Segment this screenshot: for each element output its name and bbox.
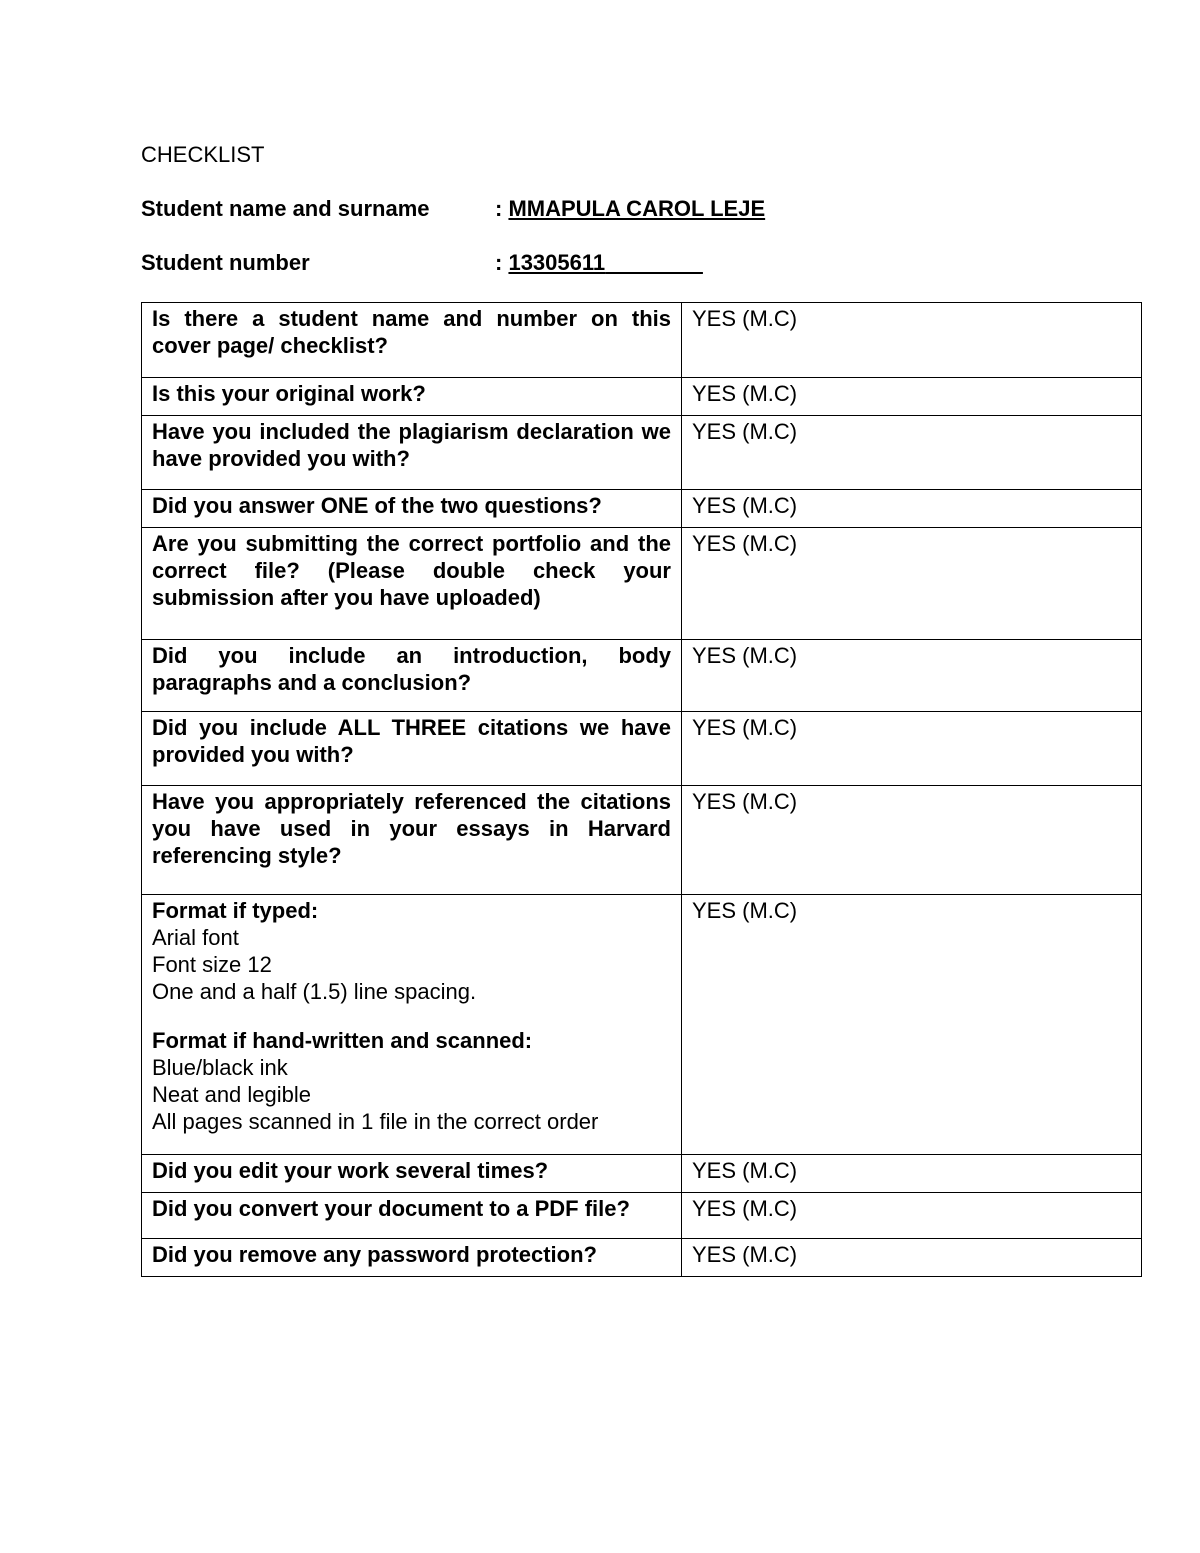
student-name-value: MMAPULA CAROL LEJE <box>508 196 766 221</box>
table-row <box>142 1193 1142 1239</box>
format-item: Neat and legible <box>152 1082 312 1107</box>
format-item: One and a half (1.5) line spacing. <box>152 979 477 1004</box>
separator: : <box>495 250 503 275</box>
answer-cell: YES (M.C) <box>682 640 1142 712</box>
question-cell: Is there a student name and number on this cover page/ checklist? <box>142 303 682 378</box>
format-item: All pages scanned in 1 file in the correct order <box>152 1109 599 1134</box>
format-item: Arial font <box>152 925 239 950</box>
question-cell: Did you convert your document to a PDF file? <box>142 1193 682 1239</box>
answer-cell: YES (M.C) <box>682 1193 1142 1239</box>
question-cell: Did you answer ONE of the two questions? <box>142 490 682 528</box>
answer-cell: YES (M.C) <box>682 1155 1142 1193</box>
checklist-table <box>141 302 1142 1277</box>
question-cell: Have you included the plagiarism declaration we have provided you with? <box>142 416 682 490</box>
answer-cell: YES (M.C) <box>682 416 1142 490</box>
student-number-field <box>141 250 703 276</box>
question-cell: Is this your original work? <box>142 378 682 416</box>
spacer <box>152 1005 671 1027</box>
answer-cell: YES (M.C) <box>682 378 1142 416</box>
answer-cell: YES (M.C) <box>682 303 1142 378</box>
format-scanned-heading: Format if hand-written and scanned: <box>152 1028 533 1053</box>
table-row <box>142 528 1142 640</box>
format-cell <box>142 895 682 1155</box>
student-number-label: Student number <box>141 250 310 275</box>
question-cell: Did you include ALL THREE citations we have provided you with? <box>142 712 682 786</box>
question-cell: Are you submitting the correct portfolio and the correct file? (Please double check your submission after you have uploaded) <box>142 528 682 640</box>
table-row <box>142 416 1142 490</box>
answer-cell: YES (M.C) <box>682 712 1142 786</box>
table-row <box>142 303 1142 378</box>
answer-cell: YES (M.C) <box>682 895 1142 1155</box>
answer-cell: YES (M.C) <box>682 786 1142 895</box>
table-row <box>142 640 1142 712</box>
table-row <box>142 378 1142 416</box>
table-row <box>142 712 1142 786</box>
student-number-value: 13305611 <box>508 250 606 275</box>
table-row <box>142 1239 1142 1277</box>
blank-line <box>605 250 703 275</box>
format-typed-heading: Format if typed: <box>152 898 319 923</box>
page-title: CHECKLIST <box>141 142 265 167</box>
table-row <box>142 1155 1142 1193</box>
question-cell: Did you include an introduction, body paragraphs and a conclusion? <box>142 640 682 712</box>
question-cell: Have you appropriately referenced the citations you have used in your essays in Harvard referencing style? <box>142 786 682 895</box>
answer-cell: YES (M.C) <box>682 528 1142 640</box>
answer-cell: YES (M.C) <box>682 1239 1142 1277</box>
question-cell: Did you edit your work several times? <box>142 1155 682 1193</box>
separator: : <box>495 196 503 221</box>
format-item: Font size 12 <box>152 952 272 977</box>
format-item: Blue/black ink <box>152 1055 288 1080</box>
question-cell: Did you remove any password protection? <box>142 1239 682 1277</box>
table-row <box>142 895 1142 1155</box>
table-row <box>142 490 1142 528</box>
student-name-field <box>141 196 765 222</box>
student-name-label: Student name and surname <box>141 196 430 221</box>
table-row <box>142 786 1142 895</box>
answer-cell: YES (M.C) <box>682 490 1142 528</box>
